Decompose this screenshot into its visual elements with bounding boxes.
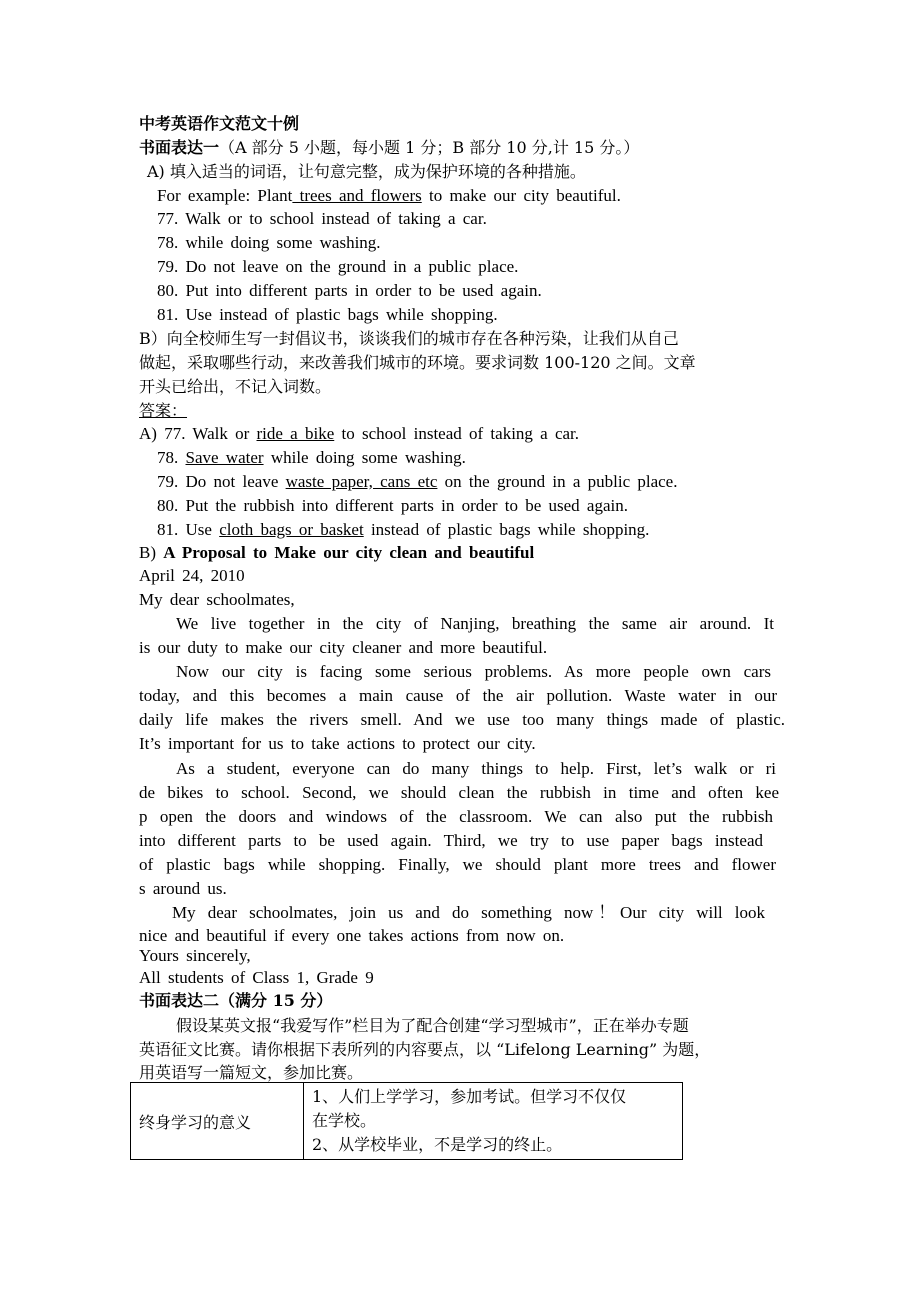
section2-intro-1: 假设某英文报“我爱写作”栏目为了配合创建“学习型城市”，正在举办专题 xyxy=(176,1016,689,1035)
table-point-2: 2、从学校毕业，不是学习的终止。 xyxy=(312,1135,563,1154)
answer-81-fill: cloth bags or basket xyxy=(219,520,364,539)
paragraph-2-line-3: daily life makes the rivers smell. And we use too many things made of plastic. xyxy=(139,710,785,729)
answer-label: 答案： xyxy=(139,401,188,420)
table-point-1a: 1、人们上学学习，参加考试。但学习不仅仅 xyxy=(312,1087,627,1106)
answer-77-suffix: to school instead of taking a car. xyxy=(334,424,580,443)
part-b-instruction-3: 开头已给出，不记入词数。 xyxy=(139,377,332,396)
answer-78-fill: Save water xyxy=(185,448,264,467)
answer-81-prefix: 81. Use xyxy=(157,520,220,539)
answer-80: 80. Put the rubbish into different parts in order to be used again. xyxy=(157,496,628,515)
section2-heading: 书面表达二（满分 15 分） xyxy=(139,991,333,1010)
document-title: 中考英语作文范文十例 xyxy=(139,114,300,133)
paragraph-3-line-6: s around us. xyxy=(139,879,227,898)
answer-78-prefix: 78. xyxy=(157,448,186,467)
letter-closing: Yours sincerely, xyxy=(139,946,251,965)
answer-79-suffix: on the ground in a public place. xyxy=(437,472,678,491)
question-79: 79. Do not leave on the ground in a public place. xyxy=(157,257,519,276)
answer-78-suffix: while doing some washing. xyxy=(263,448,466,467)
example-suffix: to make our city beautiful. xyxy=(421,186,621,205)
table-value-cell xyxy=(304,1083,683,1160)
letter-greeting: My dear schoolmates, xyxy=(139,590,295,609)
proposal-title: A Proposal to Make our city clean and beautiful xyxy=(163,543,535,562)
question-77: 77. Walk or to school instead of taking a car. xyxy=(157,209,487,228)
paragraph-3-line-2: de bikes to school. Second, we should clean the rubbish in time and often kee xyxy=(139,783,779,802)
part-b-instruction-2: 做起，采取哪些行动，来改善我们城市的环境。要求词数 100-120 之间。文章 xyxy=(139,353,696,372)
answer-81 xyxy=(157,519,649,541)
paragraph-1-line-1: We live together in the city of Nanjing, breathing the same air around. It xyxy=(176,614,774,633)
answer-77 xyxy=(139,423,579,445)
example-fill: trees and flowers xyxy=(292,186,422,205)
paragraph-4-line-1: My dear schoolmates, join us and do something now！Our city will look xyxy=(172,903,765,922)
question-78: 78. while doing some washing. xyxy=(157,233,381,252)
table-key-cell: 终身学习的意义 xyxy=(131,1083,304,1160)
answer-79-fill: waste paper, cans etc xyxy=(285,472,438,491)
paragraph-3-line-5: of plastic bags while shopping. Finally, we should plant more trees and flower xyxy=(139,855,776,874)
part-b-label: B) xyxy=(139,543,164,562)
proposal-title-line xyxy=(139,542,534,564)
section2-intro-2: 英语征文比赛。请你根据下表所列的内容要点，以 “Lifelong Learning” 为题， xyxy=(139,1040,711,1059)
answer-78 xyxy=(157,447,466,469)
paragraph-3-line-1: As a student, everyone can do many things to help. First, let’s walk or ri xyxy=(176,759,776,778)
part-a-instruction: A) 填入适当的词语，让句意完整，成为保护环境的各种措施。 xyxy=(147,162,586,181)
answer-81-suffix: instead of plastic bags while shopping. xyxy=(363,520,650,539)
example-line xyxy=(157,185,621,207)
letter-signature: All students of Class 1, Grade 9 xyxy=(139,968,374,987)
paragraph-2-line-1: Now our city is facing some serious problems. As more people own cars xyxy=(176,662,771,681)
table-row xyxy=(131,1083,683,1160)
paragraph-2-line-2: today, and this becomes a main cause of the air pollution. Waste water in our xyxy=(139,686,777,705)
answer-77-prefix: A) 77. Walk or xyxy=(139,424,257,443)
letter-date: April 24, 2010 xyxy=(139,566,245,585)
question-80: 80. Put into different parts in order to be used again. xyxy=(157,281,542,300)
paragraph-3-line-3: p open the doors and windows of the classroom. We can also put the rubbish xyxy=(139,807,773,826)
section2-intro-3: 用英语写一篇短文，参加比赛。 xyxy=(139,1063,364,1082)
section1-heading xyxy=(139,137,639,159)
answer-77-fill: ride a bike xyxy=(256,424,335,443)
table-point-1b: 在学校。 xyxy=(312,1111,377,1130)
paragraph-2-line-4: It’s important for us to take actions to protect our city. xyxy=(139,734,536,753)
paragraph-4-line-2: nice and beautiful if every one takes actions from now on. xyxy=(139,926,565,945)
requirements-table xyxy=(130,1082,683,1160)
section1-heading-label: 书面表达一 xyxy=(139,138,220,157)
question-81: 81. Use instead of plastic bags while shopping. xyxy=(157,305,498,324)
section1-heading-note: （A 部分 5 小题，每小题 1 分；B 部分 10 分,计 15 分。） xyxy=(219,138,640,157)
part-b-instruction-1: B）向全校师生写一封倡议书，谈谈我们的城市存在各种污染，让我们从自己 xyxy=(139,329,679,348)
example-prefix: For example: Plant xyxy=(157,186,293,205)
paragraph-1-line-2: is our duty to make our city cleaner and more beautiful. xyxy=(139,638,548,657)
answer-79-prefix: 79. Do not leave xyxy=(157,472,286,491)
answer-79 xyxy=(157,471,677,493)
paragraph-3-line-4: into different parts to be used again. Third, we try to use paper bags instead xyxy=(139,831,763,850)
